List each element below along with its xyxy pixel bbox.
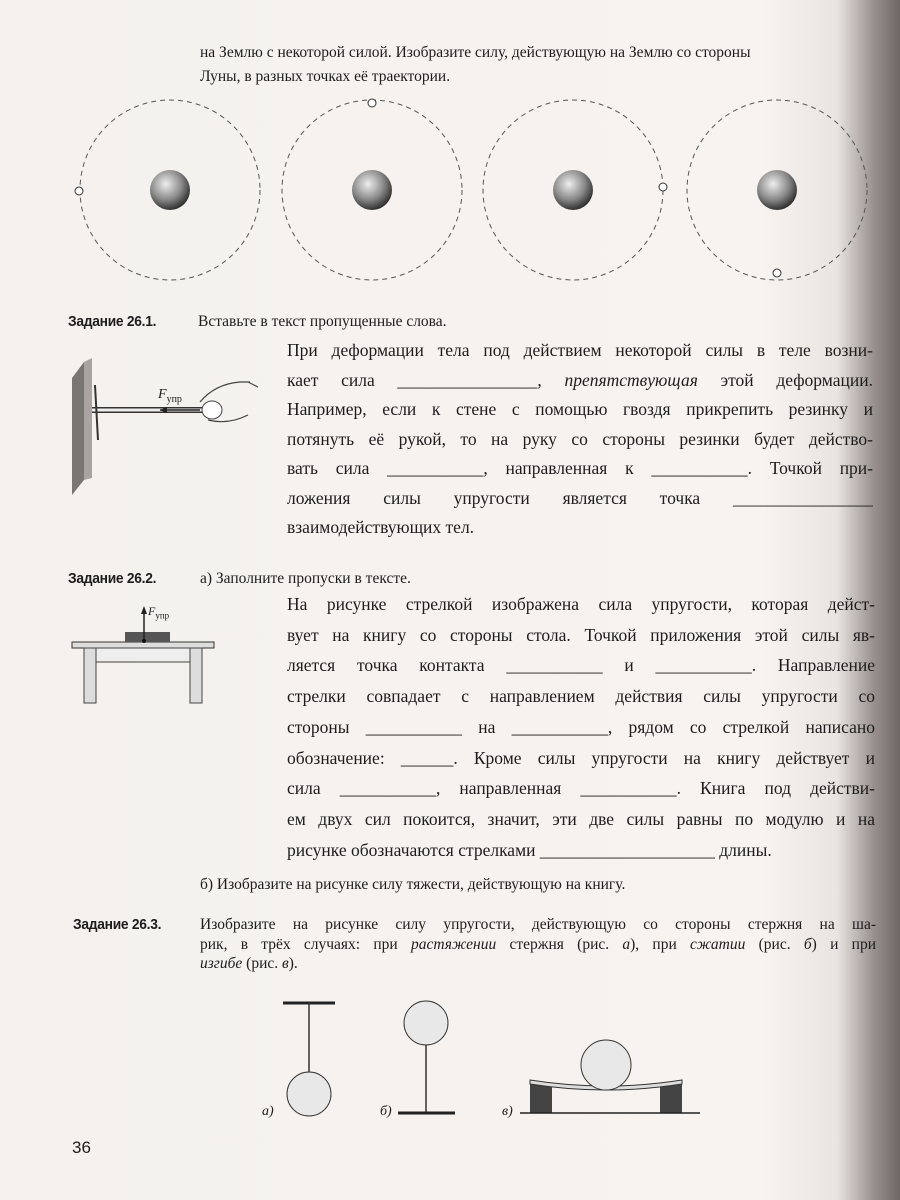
text-line (287, 517, 873, 538)
text-line (287, 458, 873, 482)
text-segment: потянуть её рукой, то на руку со стороны резинки будет действо- (287, 428, 873, 449)
text-line (287, 717, 875, 741)
moon-marker (773, 269, 781, 277)
orbit-diagram-1 (75, 100, 260, 280)
text-segment: взаимодействующих тел. (287, 517, 475, 537)
earth-icon (150, 170, 190, 210)
force-subscript: упр (155, 610, 170, 621)
text-line (287, 340, 873, 364)
text-segment: (рис. (242, 955, 282, 972)
fig-label-b: б) (380, 1104, 392, 1119)
emphasis-text: сжатии (690, 935, 746, 953)
wall-rubber-figure (72, 358, 258, 495)
emphasis-text: а (622, 935, 631, 953)
text-segment: рик, в трёх случаях: при (200, 935, 411, 953)
text-segment: сила ___________, направленная ___________. Книга под действи- (287, 778, 875, 799)
task-26-2-part-b: б) Изобразите на рисунке силу тяжести, действующую на книгу. (200, 876, 626, 893)
emphasis-text: растяжении (410, 935, 497, 953)
force-symbol: F (158, 387, 167, 402)
text-segment: кает сила ________________, (287, 369, 565, 390)
text-line (200, 44, 870, 62)
force-symbol: F (148, 604, 156, 618)
earth-icon (352, 170, 392, 210)
text-line (287, 399, 873, 423)
text-segment: на Землю с некоторой силой. Изобразите силу, действующую на Землю со стороны (200, 44, 751, 61)
text-segment: ), при (630, 935, 691, 953)
text-segment: стороны ___________ на ___________, рядом со стрелкой написано (287, 716, 875, 737)
orbit-diagram-4 (687, 100, 867, 280)
text-segment: (рис. (745, 935, 804, 953)
fig-label-a: а) (262, 1104, 274, 1119)
text-segment: ложения силы упругости является точка ________________ (287, 487, 873, 508)
emphasis-text: в (282, 955, 289, 972)
text-line (287, 429, 873, 453)
text-line (200, 68, 870, 86)
earth-icon (553, 170, 593, 210)
earth-icon (757, 170, 797, 210)
text-segment: этой деформации. (697, 369, 873, 390)
text-line (287, 809, 875, 833)
emphasis-text: препятствующая (564, 369, 698, 390)
text-segment: стрелки совпадает с направлением действия силы упругости со (287, 686, 875, 707)
text-line (287, 655, 875, 679)
text-segment: рисунке обозначаются стрелками ____________________ длины. (287, 839, 772, 860)
page-number: 36 (72, 1138, 91, 1157)
text-line (287, 370, 873, 394)
text-line (287, 488, 873, 512)
emphasis-text: б (803, 935, 812, 953)
text-line (287, 748, 875, 772)
emphasis-text: изгибе (200, 955, 243, 972)
text-line (287, 686, 875, 710)
force-subscript: упр (166, 393, 182, 405)
task-26-2-instruction: а) Заполните пропуски в тексте. (200, 570, 411, 587)
text-line (287, 594, 875, 618)
text-segment: Изобразите на рисунке силу упругости, действующую со стороны стержня на ша- (200, 916, 876, 933)
text-segment: ляется точка контакта ___________ и ___________. Направление (287, 655, 875, 676)
rod-ball-fig-b (398, 1001, 455, 1113)
task-26-1-instruction: Вставьте в текст пропущенные слова. (198, 313, 447, 330)
force-label (158, 387, 182, 405)
moon-marker (368, 99, 376, 107)
text-segment: Луны, в разных точках её траектории. (200, 68, 451, 85)
orbit-diagram-2 (282, 99, 462, 280)
text-segment: стержня (рис. (496, 935, 623, 953)
text-line (287, 840, 875, 861)
orbit-diagram-3 (483, 100, 667, 280)
rod-ball-fig-a (283, 1003, 335, 1116)
text-segment: ). (288, 955, 298, 972)
task-26-1-heading: Задание 26.1. (68, 313, 157, 330)
text-segment: ) и при (811, 935, 876, 953)
text-line (287, 625, 875, 649)
task-26-2-heading: Задание 26.2. (68, 570, 157, 587)
text-segment: обозначение: ______. Кроме силы упругости на книгу действует и (287, 747, 875, 768)
text-segment: вать сила ___________, направленная к ___________. Точкой при- (287, 458, 873, 478)
force-label (148, 604, 169, 620)
task-26-3-heading: Задание 26.3. (73, 916, 162, 933)
text-line (287, 778, 875, 802)
text-line (200, 955, 876, 973)
text-segment: При деформации тела под действием некоторой силы в теле возни- (287, 340, 873, 360)
text-segment: На рисунке стрелкой изображена сила упругости, которая дейст- (287, 594, 875, 614)
table-book-figure (72, 606, 214, 703)
moon-marker (75, 187, 83, 195)
rod-ball-fig-c (520, 1040, 700, 1113)
moon-marker (659, 183, 667, 191)
text-segment: вует на книгу со стороны стола. Точкой приложения этой силы яв- (287, 624, 875, 645)
text-segment: Например, если к стене с помощью гвоздя прикрепить резинку и (287, 399, 873, 419)
text-segment: ем двух сил покоится, значит, эти две силы равны по модулю и на (287, 808, 875, 829)
fig-label-c: в) (502, 1104, 513, 1119)
